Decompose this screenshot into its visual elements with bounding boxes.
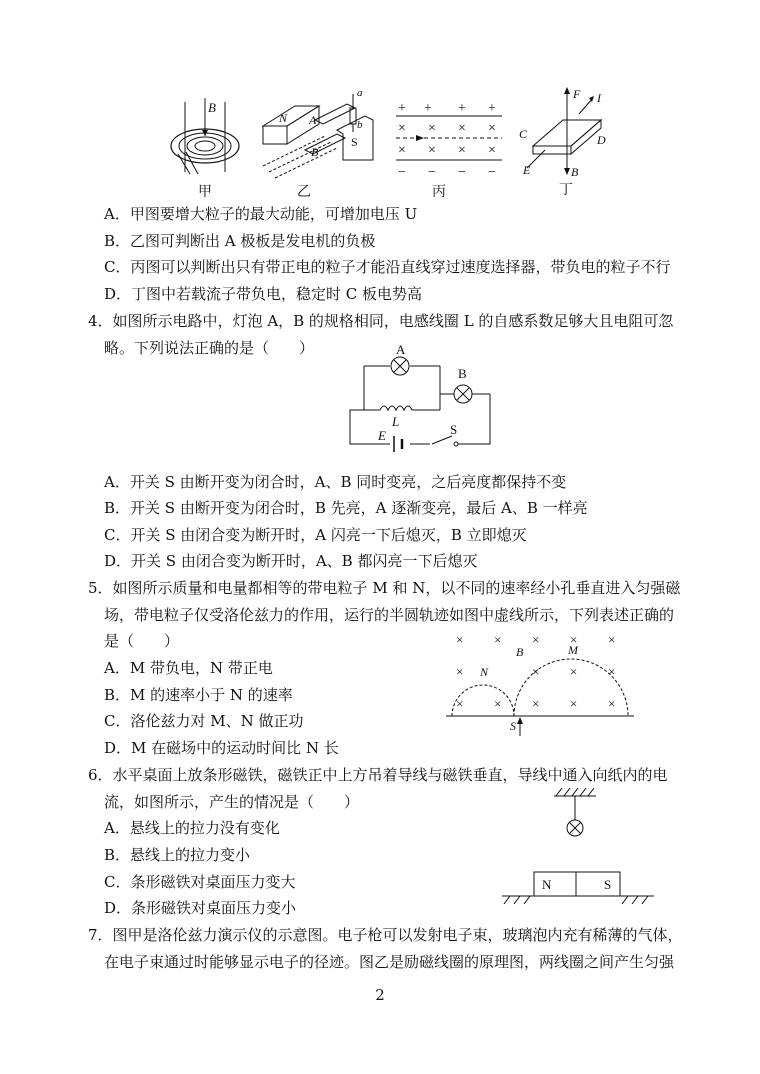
- q4-battery-E-label: E: [378, 428, 386, 443]
- figure-ding: [515, 84, 615, 200]
- q6-magnet-N-label: N: [542, 877, 552, 892]
- figure-label-yi: 乙: [297, 185, 311, 200]
- svg-text:×: ×: [456, 696, 464, 711]
- q5-option-c: C．洛伦兹力对 M、N 做正功: [104, 712, 304, 730]
- svg-text:×: ×: [456, 664, 464, 679]
- q3-option-a: A．甲图要增大粒子的最大动能，可增加电压 U: [104, 205, 418, 223]
- svg-text:×: ×: [458, 121, 466, 136]
- q5-B-label: B: [516, 645, 524, 659]
- svg-text:×: ×: [570, 664, 578, 679]
- svg-text:×: ×: [428, 121, 436, 136]
- jia-B-label: B: [208, 100, 216, 115]
- yi-A-label: A: [309, 113, 317, 127]
- q4-stem-line-1: 4．如图所示电路中，灯泡 A，B 的规格相同，电感线圈 L 的自感系数足够大且电阻可忽: [88, 312, 674, 330]
- q6-option-a: A．悬线上的拉力没有变化: [104, 819, 280, 837]
- q5-stem-line-3: 是（ ）: [104, 632, 180, 650]
- svg-text:+: +: [398, 101, 406, 116]
- svg-text:−: −: [398, 165, 406, 180]
- q6-option-b: B．悬线上的拉力变小: [104, 846, 251, 864]
- svg-text:×: ×: [608, 664, 616, 679]
- svg-text:×: ×: [570, 632, 578, 647]
- figure-label-bing: 丙: [432, 185, 446, 200]
- svg-text:×: ×: [532, 632, 540, 647]
- svg-text:×: ×: [458, 143, 466, 158]
- q5-S-label: S: [510, 719, 516, 733]
- figure-bing: [392, 96, 507, 200]
- yi-S-label: S: [351, 135, 358, 149]
- svg-text:×: ×: [488, 143, 496, 158]
- q3-option-b: B．乙图可判断出 A 极板是发电机的负极: [104, 232, 376, 250]
- q5-N-label: N: [480, 665, 489, 679]
- svg-text:−: −: [458, 165, 466, 180]
- page-number: 2: [375, 986, 385, 1004]
- svg-text:×: ×: [532, 664, 540, 679]
- figure-jia: [160, 92, 250, 200]
- q6-magnet-diagram: [498, 788, 658, 904]
- ding-E-label: E: [523, 163, 531, 177]
- svg-text:×: ×: [398, 143, 406, 158]
- ding-D-label: D: [597, 133, 606, 147]
- svg-text:×: ×: [570, 696, 578, 711]
- q5-option-a: A．M 带负电，N 带正电: [104, 659, 273, 677]
- svg-text:×: ×: [494, 696, 502, 711]
- q7-stem-line-2: 在电子束通过时能够显示电子的径迹。图乙是励磁线圈的原理图，两线圈之间产生匀强: [104, 953, 675, 971]
- q6-stem-line-2: 流，如图所示，产生的情况是（ ）: [104, 793, 360, 811]
- q4-inductor-L-label: L: [392, 414, 400, 429]
- svg-text:×: ×: [608, 696, 616, 711]
- svg-text:×: ×: [532, 696, 540, 711]
- svg-text:×: ×: [608, 632, 616, 647]
- q3-option-c: C．丙图可以判断出只有带正电的粒子才能沿直线穿过速度选择器，带负电的粒子不行: [104, 258, 671, 276]
- q7-stem-line-1: 7．图甲是洛伦兹力演示仪的示意图。电子枪可以发射电子束，玻璃泡内充有稀薄的气体，: [88, 926, 683, 944]
- svg-text:×: ×: [398, 121, 406, 136]
- svg-text:×: ×: [488, 121, 496, 136]
- ding-C-label: C: [519, 127, 528, 141]
- q5-option-d: D．M 在磁场中的运动时间比 N 长: [104, 739, 339, 757]
- yi-a-label: a: [357, 87, 363, 99]
- svg-text:×: ×: [428, 143, 436, 158]
- q4-circuit-diagram: [340, 342, 500, 454]
- q5-option-b: B．M 的速率小于 N 的速率: [104, 686, 293, 704]
- q5-stem-line-2: 场，带电粒子仅受洛伦兹力的作用，运行的半圆轨迹如图中虚线所示，下列表述正确的: [104, 606, 675, 624]
- yi-N-label: N: [279, 111, 288, 125]
- svg-text:−: −: [488, 165, 496, 180]
- q4-switch-S-label: S: [450, 422, 458, 437]
- figure-label-ding: 丁: [559, 183, 573, 198]
- q5-M-label: M: [568, 643, 578, 657]
- q6-stem-line-1: 6．水平桌面上放条形磁铁，磁铁正中上方吊着导线与磁铁垂直，导线中通入向纸内的电: [88, 766, 668, 784]
- yi-B-label: B: [311, 145, 319, 159]
- q6-option-d: D．条形磁铁对桌面压力变小: [104, 899, 297, 917]
- figure-yi: [255, 86, 385, 200]
- ding-F-label: F: [573, 87, 581, 101]
- q5-magnetic-field-diagram: [440, 628, 640, 736]
- q4-lamp-B-label: B: [458, 366, 467, 381]
- yi-b-label: b: [357, 119, 363, 131]
- q4-option-a: A．开关 S 由断开变为闭合时，A、B 同时变亮，之后亮度都保持不变: [104, 473, 567, 491]
- q4-stem-line-2: 略。下列说法正确的是（ ）: [104, 339, 315, 357]
- q4-lamp-A-label: A: [396, 342, 406, 357]
- svg-text:+: +: [458, 101, 466, 116]
- svg-text:×: ×: [494, 632, 502, 647]
- q5-stem-line-1: 5．如图所示质量和电量都相等的带电粒子 M 和 N，以不同的速率经小孔垂直进入匀强磁: [88, 579, 681, 597]
- q4-option-b: B．开关 S 由断开变为闭合时，B 先亮，A 逐渐变亮，最后 A、B 一样亮: [104, 499, 588, 517]
- svg-text:+: +: [424, 101, 432, 116]
- ding-B-label: B: [571, 165, 579, 179]
- q4-option-c: C．开关 S 由闭合变为断开时，A 闪亮一下后熄灭，B 立即熄灭: [104, 526, 527, 544]
- q6-magnet-S-label: S: [604, 877, 612, 892]
- ding-I-label: I: [597, 91, 601, 105]
- svg-text:×: ×: [456, 632, 464, 647]
- svg-text:−: −: [428, 165, 436, 180]
- q4-option-d: D．开关 S 由闭合变为断开时，A、B 都闪亮一下后熄灭: [104, 552, 478, 570]
- q6-option-c: C．条形磁铁对桌面压力变大: [104, 873, 296, 891]
- figure-label-jia: 甲: [198, 185, 212, 200]
- q3-option-d: D．丁图中若载流子带负电，稳定时 C 板电势高: [104, 285, 423, 303]
- svg-text:+: +: [488, 101, 496, 116]
